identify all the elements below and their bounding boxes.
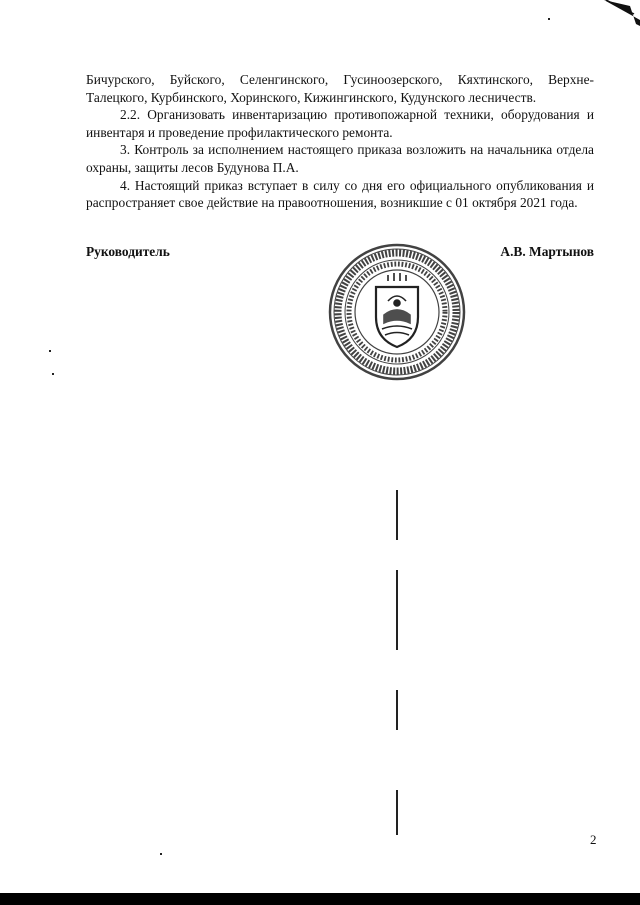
scan-corner-mark [600, 0, 640, 28]
scan-artifact-line [396, 570, 398, 650]
scan-artifact-line [396, 690, 398, 730]
scan-artifact-line [396, 490, 398, 540]
page-number: 2 [590, 832, 597, 847]
official-seal [328, 243, 466, 381]
coat-of-arms-icon [376, 273, 418, 347]
paragraph-2-2: 2.2. Организовать инвентаризацию противопожарной техники, оборудования и инвентаря и проведение профилактического ремонта. [86, 107, 594, 140]
scan-artifact-line [396, 790, 398, 835]
signatory-name: А.В. Мартынов [500, 244, 594, 259]
paragraph-3: 3. Контроль за исполнением настоящего приказа возложить на начальника отдела охраны, защиты лесов Будунова П.А. [86, 142, 594, 175]
signatory-position: Руководитель [86, 244, 170, 259]
scan-bottom-edge [0, 893, 640, 905]
scan-speck [160, 853, 162, 855]
paragraph-forestries-list: Бичурского, Буйского, Селенгинского, Гусиноозерского, Кяхтинского, Верхне-Талецкого, Курбинского, Хоринского, Кижингинского, Кудунского лесничеств. [86, 72, 594, 105]
scan-speck [548, 18, 550, 20]
paragraph-4: 4. Настоящий приказ вступает в силу со дня его официального опубликования и распространяет свое действие на правоотношения, возникшие с 01 октября 2021 года. [86, 177, 594, 211]
scan-speck [52, 373, 54, 375]
document-body [86, 71, 594, 212]
scan-speck [49, 350, 51, 352]
